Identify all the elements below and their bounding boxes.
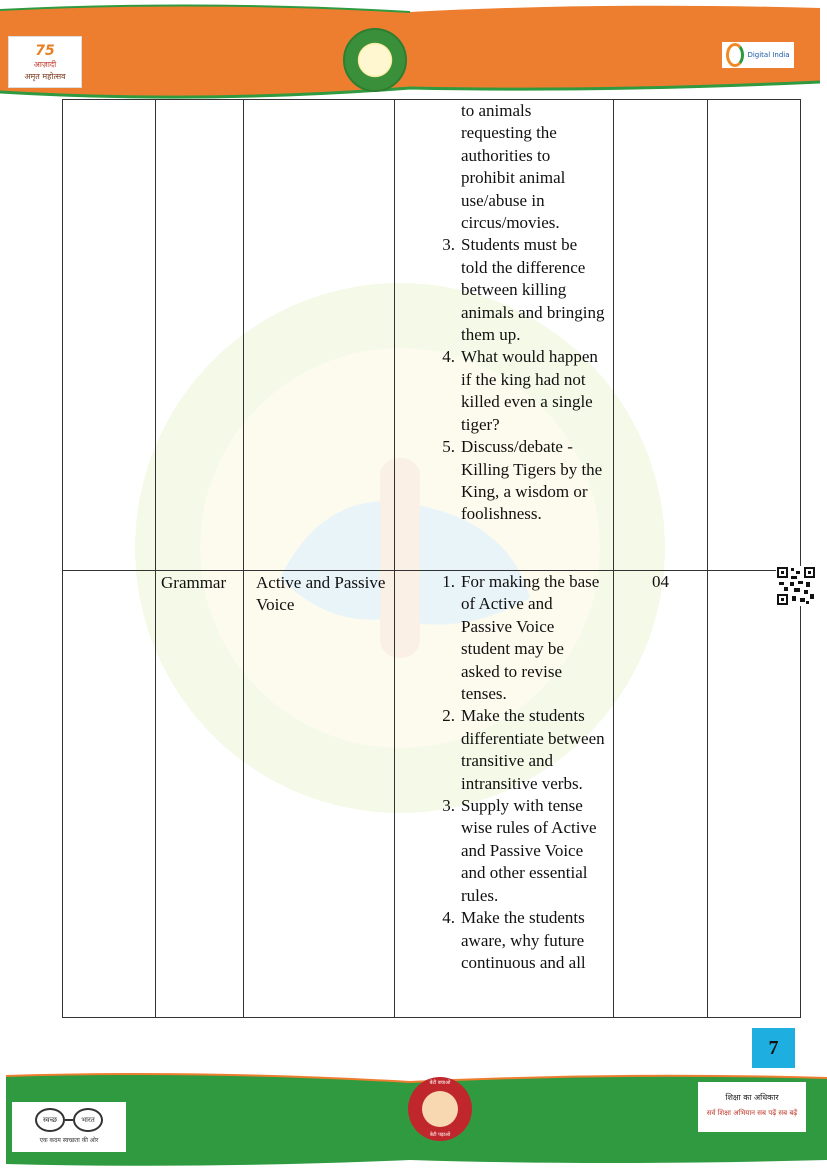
syllabus-table [62, 99, 801, 1018]
topic-cell [156, 100, 244, 571]
activities-list [395, 100, 613, 526]
digital-india-logo: Digital India [722, 42, 794, 68]
blank-cell [244, 100, 395, 571]
azadi-amrit-mahotsav-logo: 75 आज़ादी अमृत महोत्सव [8, 36, 82, 88]
table-row [63, 571, 801, 1018]
seal-center [359, 44, 391, 76]
periods-cell [614, 100, 708, 571]
list-item: 4. What would happen if the king had not killed even a single tiger? [442, 347, 598, 434]
swachh-bharat-logo: स्वच्छ भारत एक कदम स्वच्छता की ओर [12, 1102, 126, 1152]
digital-india-icon [726, 43, 744, 67]
header-wave [0, 0, 827, 100]
list-item: 2. Make the students differentiate between transitive and intransitive verbs. [442, 706, 605, 793]
marks-cell [708, 571, 801, 1018]
subject-cell [63, 100, 156, 571]
beti-bachao-logo: बेटी बचाओ बेटी पढ़ाओ [408, 1077, 472, 1141]
periods-cell: 04 [614, 571, 708, 1018]
girl-face-icon [422, 1091, 458, 1127]
list-item: 4. Make the students aware, why future continuous and all [442, 908, 586, 972]
activities-cell [395, 100, 614, 571]
list-item: 1. For making the base of Active and Passive Voice student may be asked to revise tenses. [442, 572, 600, 704]
list-item: 5. Discuss/debate - Killing Tigers by the King, a wisdom or foolishness. [442, 437, 603, 524]
page-number: 7 [752, 1028, 795, 1068]
subject-cell: Grammar [156, 571, 244, 1018]
list-item: to animals requesting the authorities to prohibit animal use/abuse in circus/movies. [461, 101, 566, 233]
list-item: 3. Supply with tense wise rules of Active and Passive Voice and other essential rules. [442, 796, 597, 905]
list-item: 3. Students must be told the difference between killing animals and bringing them up. [442, 235, 605, 345]
subject-cell [63, 571, 156, 1018]
topic-cell: Active and Passive Voice [244, 571, 395, 1018]
board-seal-logo [343, 28, 407, 92]
activities-cell [395, 571, 614, 1018]
marks-cell [708, 100, 801, 571]
activities-list [395, 571, 613, 974]
qr-code[interactable] [776, 566, 816, 606]
table-row [63, 100, 801, 571]
header-band [0, 0, 827, 100]
shiksha-ka-adhikar-logo: शिक्षा का अधिकार सर्व शिक्षा अभियान सब पढ़ें सब बढ़ें [698, 1082, 806, 1132]
